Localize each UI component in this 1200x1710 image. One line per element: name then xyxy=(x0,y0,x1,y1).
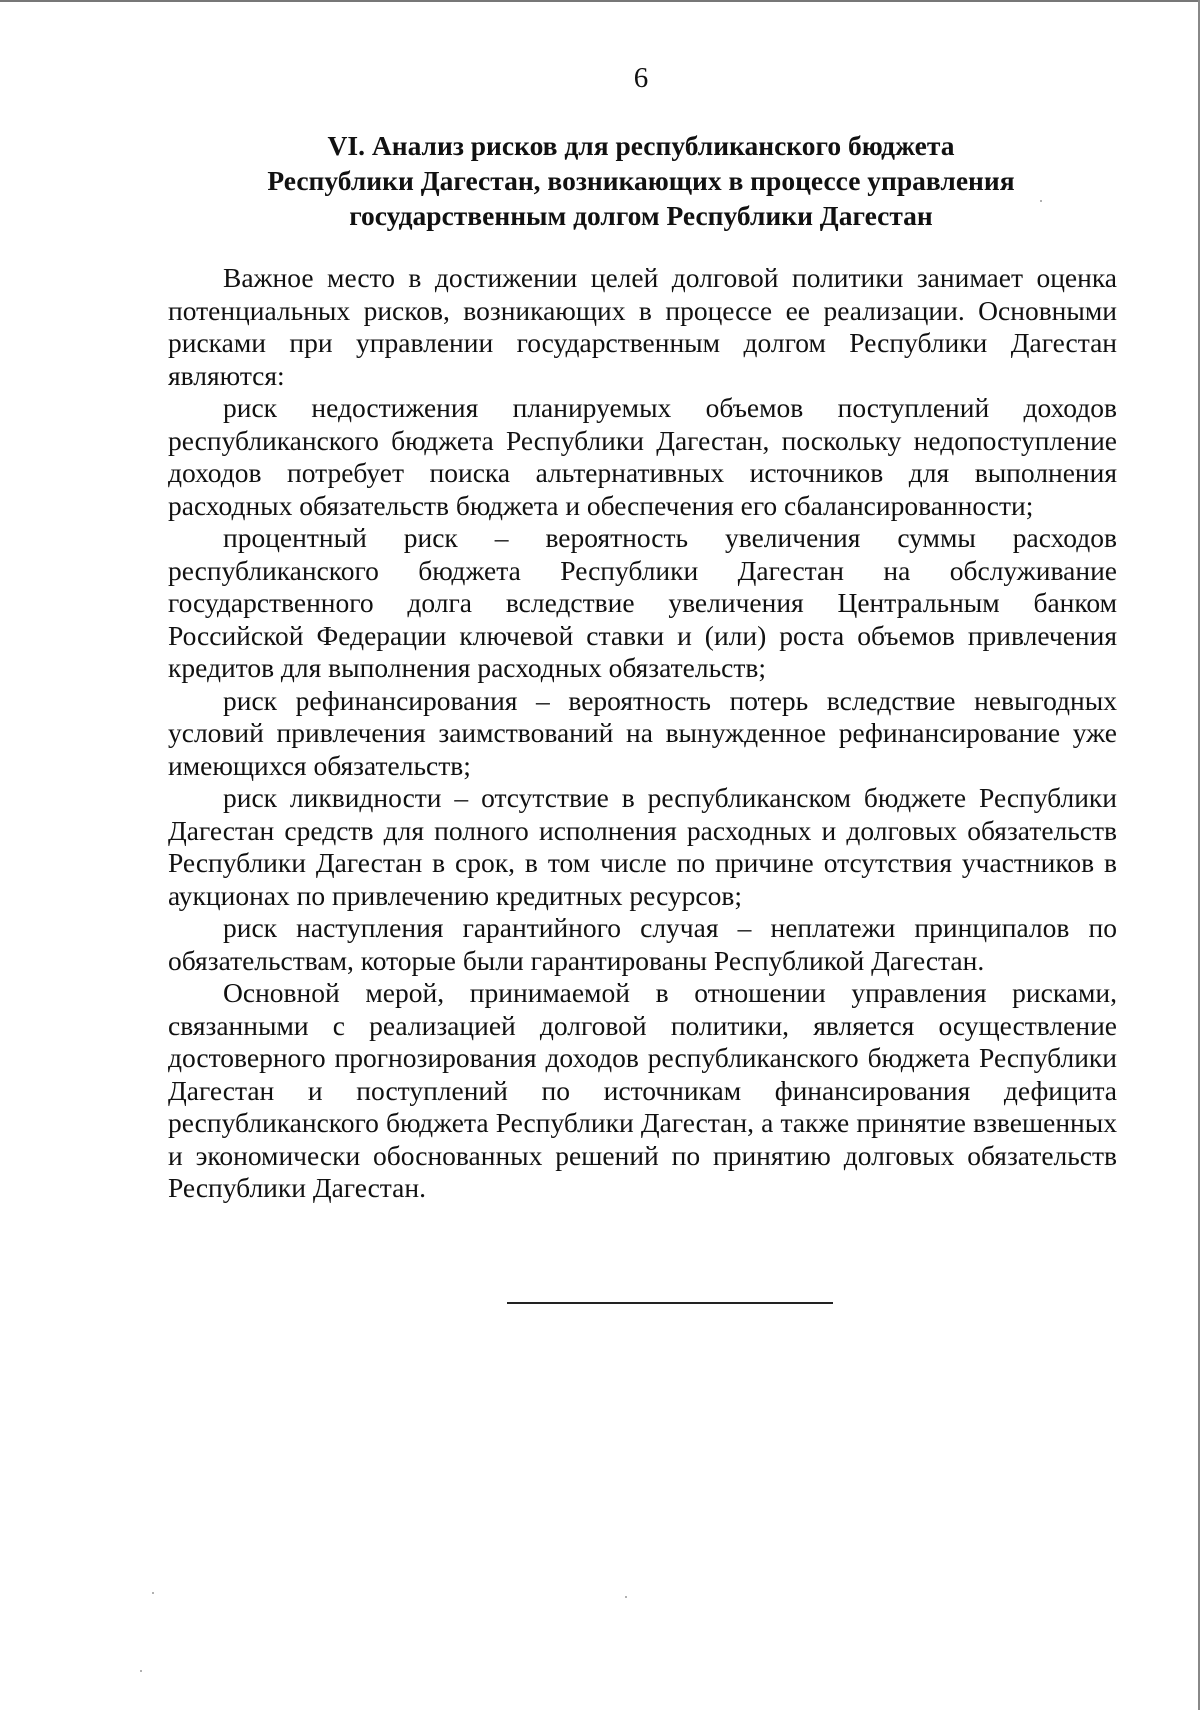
paragraph-conclusion: Основной мерой, принимаемой в отношении управления рисками, связанными с реализацией долговой политики, является осуществление достоверного прогнозирования доходов республиканского бюджета Республики Дагестан и поступлений по источникам финансирования дефицита республиканского бюджета Республики Дагестан, а также принятие взвешенных и экономически обоснованных решений по принятию долговых обязательств Республики Дагестан. xyxy=(168,977,1117,1203)
section-heading-line: VI. Анализ рисков для республиканского бюджета xyxy=(327,130,955,161)
page-number: 6 xyxy=(633,62,649,94)
paragraph-intro: Важное место в достижении целей долговой политики занимает оценка потенциальных рисков, возникающих в процессе ее реализации. Основными рисками при управлении государственным долгом Республики Дагестан являются: xyxy=(168,262,1117,391)
document-body xyxy=(168,262,1117,1205)
scan-speck xyxy=(140,1670,142,1672)
section-heading-line: Республики Дагестан, возникающих в процессе управления xyxy=(267,165,1015,196)
section-heading xyxy=(168,128,1114,233)
scan-speck xyxy=(1040,200,1042,202)
paragraph-guarantee-risk: риск наступления гарантийного случая – неплатежи принципалов по обязательствам, которые были гарантированы Республикой Дагестан. xyxy=(168,912,1117,976)
paragraph-refinancing-risk: риск рефинансирования – вероятность потерь вследствие невыгодных условий привлечения заимствований на вынужденное рефинансирование уже имеющихся обязательств; xyxy=(168,684,1117,781)
paragraph-interest-risk: процентный риск – вероятность увеличения суммы расходов республиканского бюджета Республики Дагестан на обслуживание государственного долга вследствие увеличения Центральным банком Российской Федерации ключевой ставки и (или) роста объемов привлечения кредитов для выполнения расходных обязательств; xyxy=(168,522,1117,683)
paragraph-revenue-risk: риск недостижения планируемых объемов поступлений доходов республиканского бюджета Республики Дагестан, поскольку недопоступление доходов потребует поиска альтернативных источников для выполнения расходных обязательств бюджета и обеспечения его сбалансированности; xyxy=(168,392,1117,521)
paragraph-liquidity-risk: риск ликвидности – отсутствие в республиканском бюджете Республики Дагестан средств для полного исполнения расходных и долговых обязательств Республики Дагестан в срок, в том числе по причине отсутствия участников в аукционах по привлечению кредитных ресурсов; xyxy=(168,782,1117,911)
scan-speck xyxy=(625,1596,627,1598)
scan-speck xyxy=(152,1592,154,1594)
scan-edge-top xyxy=(0,0,1200,2)
closing-rule xyxy=(507,1302,833,1304)
section-heading-line: государственным долгом Республики Дагестан xyxy=(349,200,933,231)
